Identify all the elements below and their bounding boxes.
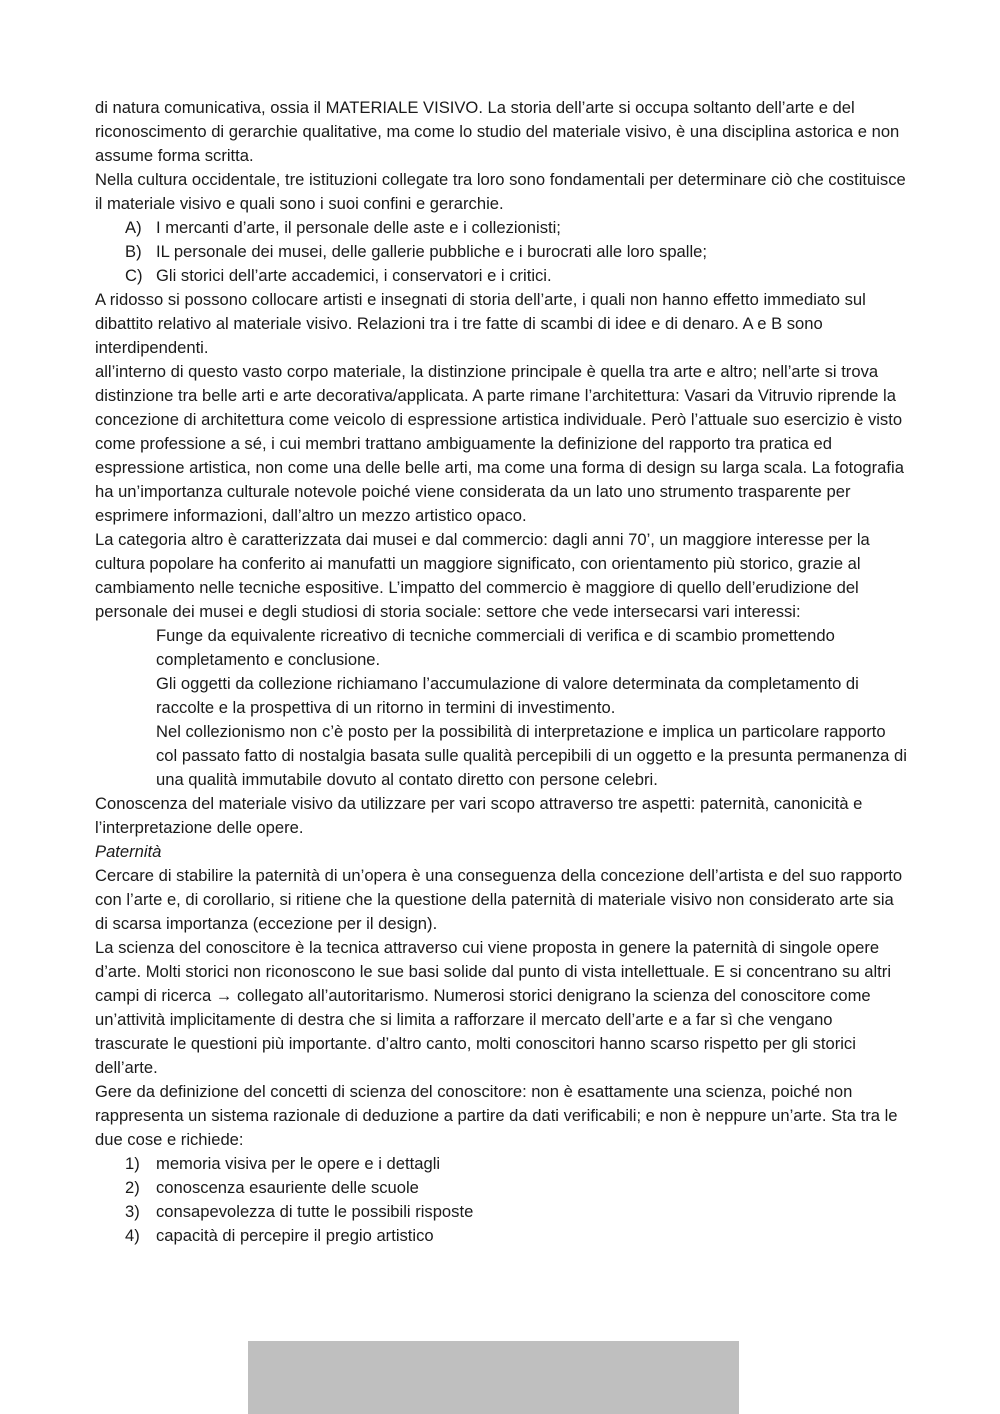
paragraph: Conoscenza del materiale visivo da utilizzare per vari scopo attraverso tre aspetti: paternità, canonicità e l’interpretazione delle opere. [95,794,863,837]
list-marker: C) [125,266,143,285]
list-item [95,264,910,288]
list-item-text: conoscenza esauriente delle scuole [156,1178,419,1197]
list-item-text: I mercanti d’arte, il personale delle aste e i collezionisti; [156,218,561,237]
paragraph: La scienza del conoscitore è la tecnica attraverso cui viene proposta in genere la paternità di singole opere d’arte. Molti storici non riconoscono le sue basi solide dal punto di vista intellettuale. E si concentrano su altri campi di ricerca → collegato all’autoritarismo. Numerosi storici denigrano la scienza del conoscitore come un’attività implicitamente di destra che si limita a rafforzare il mercato dell’arte e a far sì che vengano trascurate le questioni più importante. d’altro canto, molti conoscitori hanno scarso rispetto per gli storici dell’arte. [95,938,892,1077]
paragraph: di natura comunicativa, ossia il MATERIALE VISIVO. La storia dell’arte si occupa soltanto dell’arte e del riconoscimento di gerarchie qualitative, ma come lo studio del materiale visivo, è una disciplina astorica e non assume forma scritta. [95,98,900,165]
list-marker: 4) [125,1226,140,1245]
list-item: Gli oggetti da collezione richiamano l’accumulazione di valore determinata da completamento di raccolte e la prospettiva di un ritorno in termini di investimento. [156,674,859,717]
paragraph: Nella cultura occidentale, tre istituzioni collegate tra loro sono fondamentali per determinare ciò che costituisce il materiale visivo e quali sono i suoi confini e gerarchie. [95,170,906,213]
list-item-text: memoria visiva per le opere e i dettagli [156,1154,441,1173]
institutions-list [95,216,910,288]
list-item-text: capacità di percepire il pregio artistico [156,1226,434,1245]
section-heading: Paternità [95,842,162,861]
list-item: Nel collezionismo non c’è posto per la possibilità di interpretazione e implica un particolare rapporto col passato fatto di nostalgia basata sulle qualità percepibili di un oggetto e la presunta permanenza di una qualità immutabile dovuto al contato diretto con persone celebri. [156,722,907,789]
paragraph: La categoria altro è caratterizzata dai musei e dal commercio: dagli anni 70’, un maggiore interesse per la cultura popolare ha conferito ai manufatti un maggiore significato, con orientamento più storico, grazie al cambiamento nelle tecniche espositive. L’impatto del commercio è maggiore di quello dell’erudizione del personale dei musei e degli studiosi di storia sociale: settore che vede intersecarsi vari interessi: [95,530,870,621]
list-item [95,216,910,240]
list-marker: A) [125,218,142,237]
list-item [95,1176,910,1200]
list-marker: 1) [125,1154,140,1173]
paragraph: Cercare di stabilire la paternità di un’opera è una conseguenza della concezione dell’artista e del suo rapporto con l’arte e, di corollario, si ritiene che la questione della paternità di materiale visivo non considerato arte sia di scarsa importanza (eccezione per il design). [95,866,903,933]
list-item [95,1224,910,1248]
paragraph: Gere da definizione del concetti di scienza del conoscitore: non è esattamente una scienza, poiché non rappresenta un sistema razionale di deduzione a partire da dati verificabili; e non è neppure un’arte. Sta tra le due cose e richiede: [95,1082,898,1149]
list-item: Funge da equivalente ricreativo di tecniche commerciali di verifica e di scambio promettendo completamento e conclusione. [156,626,835,669]
list-item-text: consapevolezza di tutte le possibili risposte [156,1202,474,1221]
list-item [95,1152,910,1176]
footer-placeholder-bar [248,1341,739,1414]
list-marker: B) [125,242,142,261]
list-item-text: Gli storici dell’arte accademici, i conservatori e i critici. [156,266,552,285]
list-item [95,240,910,264]
document-body [95,96,910,1248]
list-item [95,1200,910,1224]
paragraph: all’interno di questo vasto corpo materiale, la distinzione principale è quella tra arte e altro; nell’arte si trova distinzione tra belle arti e arte decorativa/applicata. A parte rimane l’architettura: Vasari da Vitruvio riprende la concezione di architettura come veicolo di espressione artistica individuale. Però l’attuale suo esercizio è visto come professione a sé, i cui membri trattano ambiguamente la definizione del rapporto tra pratica ed espressione artistica, non come una delle belle arti, ma come una forma di design su larga scala. La fotografia ha un’importanza culturale notevole poiché viene considerata da un lato uno strumento trasparente per esprimere informazioni, dall’altro un mezzo artistico opaco. [95,362,904,525]
list-item-text: IL personale dei musei, delle gallerie pubbliche e i burocrati alle loro spalle; [156,242,707,261]
interests-list [95,624,910,792]
list-marker: 3) [125,1202,140,1221]
requirements-list [95,1152,910,1248]
list-marker: 2) [125,1178,140,1197]
paragraph: A ridosso si possono collocare artisti e insegnati di storia dell’arte, i quali non hanno effetto immediato sul dibattito relativo al materiale visivo. Relazioni tra i tre fatte di scambi di idee e di denaro. A e B sono interdipendenti. [95,290,866,357]
